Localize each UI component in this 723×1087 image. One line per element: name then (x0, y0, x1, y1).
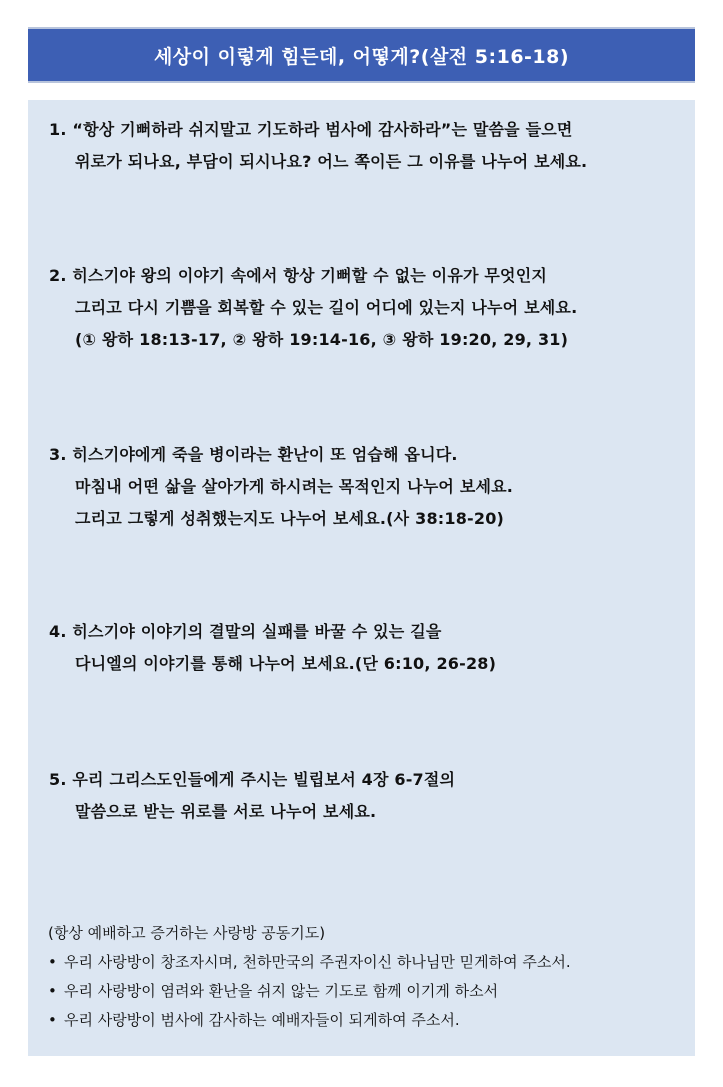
prayer-item (48, 977, 688, 1006)
bullet-icon: • (48, 1011, 57, 1029)
question-4-line-1: 4. 히스기야 이야기의 결말의 실패를 바꿀 수 있는 길을 (49, 622, 442, 641)
question-3-line-1: 3. 히스기야에게 죽을 병이라는 환난이 또 엄습해 옵니다. (49, 445, 458, 464)
prayer-item (48, 948, 688, 977)
question-5-line-1: 5. 우리 그리스도인들에게 주시는 빌립보서 4장 6-7절의 (49, 770, 456, 789)
question-3-line-3: 그리고 그렇게 성취했는지도 나누어 보세요.(사 38:18-20) (75, 509, 505, 528)
bullet-icon: • (48, 982, 57, 1000)
prayer-heading: (항상 예배하고 증거하는 사랑방 공동기도) (48, 924, 326, 942)
question-1-line-1: 1. “항상 기뻐하라 쉬지말고 기도하라 범사에 감사하라”는 말씀을 들으면 (49, 120, 573, 139)
question-2-line-2: 그리고 다시 기쁨을 회복할 수 있는 길이 어디에 있는지 나누어 보세요. (75, 298, 578, 317)
question-4 (49, 616, 689, 680)
question-5 (49, 764, 689, 828)
prayer-item (48, 1006, 688, 1035)
question-1-line-2: 위로가 되나요, 부담이 되시나요? 어느 쪽이든 그 이유를 나누어 보세요. (75, 152, 588, 171)
bullet-icon: • (48, 953, 57, 971)
question-5-line-2: 말씀으로 받는 위로를 서로 나누어 보세요. (75, 802, 377, 821)
question-panel (28, 100, 695, 1056)
question-1 (49, 114, 689, 178)
prayer-item-text: 우리 사랑방이 염려와 환난을 쉬지 않는 기도로 함께 이기게 하소서 (64, 982, 499, 1000)
question-2-references: (① 왕하 18:13-17, ② 왕하 19:14-16, ③ 왕하 19:20, 29, 31) (75, 330, 569, 349)
question-3-line-2: 마침내 어떤 삶을 살아가게 하시려는 목적인지 나누어 보세요. (75, 477, 514, 496)
prayer-item-text: 우리 사랑방이 창조자시며, 천하만국의 주권자이신 하나님만 믿게하여 주소서. (64, 953, 571, 971)
prayer-item-text: 우리 사랑방이 범사에 감사하는 예배자들이 되게하여 주소서. (64, 1011, 460, 1029)
common-prayer (48, 919, 688, 1035)
question-2-line-1: 2. 히스기야 왕의 이야기 속에서 항상 기뻐할 수 없는 이유가 무엇인지 (49, 266, 548, 285)
title-banner (28, 27, 695, 83)
question-3 (49, 439, 689, 535)
question-2 (49, 260, 689, 356)
page-title: 세상이 이렇게 힘든데, 어떻게?(살전 5:16-18) (153, 45, 570, 68)
question-4-line-2: 다니엘의 이야기를 통해 나누어 보세요.(단 6:10, 26-28) (75, 654, 497, 673)
